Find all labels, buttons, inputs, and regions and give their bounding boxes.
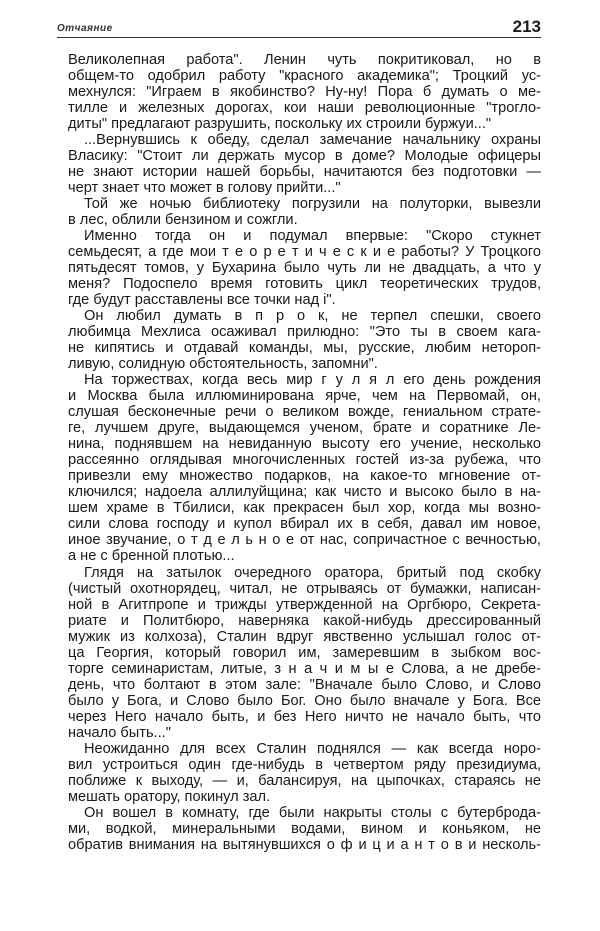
paragraph (68, 308, 541, 372)
header-rule (57, 37, 541, 38)
paragraph (68, 228, 541, 308)
text-line: ми, водкой, минеральными водами, вином и коньяком, не (68, 820, 541, 837)
text-line: нина, поднявшем на невиданную высоту его учение, несколько (68, 436, 541, 453)
text-line: мужик из колхоза), Сталин вдруг явственно услышал голос от- (68, 628, 541, 645)
text-line: было у Бога, и Слово было Бог. Оно было вначале у Бога. Все (68, 692, 541, 709)
text-line: Он любил думать в п р о к, не терпел спешки, своего (84, 308, 541, 325)
text-line: привезли ему множество подарков, на какое-то мгновение от- (68, 468, 541, 485)
text-line: не знают истории нашей борьбы, начитаются без подготовки — (68, 164, 541, 181)
text-line: Именно тогда он и подумал впервые: "Скоро стукнет (84, 228, 541, 245)
paragraph (68, 52, 541, 132)
text-line: слушая бесконечные речи о великом вожде, гениальном страте- (68, 404, 541, 421)
text-line: сили слова господу и купол вбирал их в себя, давал им новое, (68, 516, 541, 533)
paragraph (68, 132, 541, 196)
text-line: поближе к выходу, — и, балансируя, на цыпочках, стараясь не (68, 772, 541, 789)
text-line: рассеянно оглядывая многочисленных гостей из-за рубежа, что (68, 452, 541, 469)
text-line: начало быть..." (68, 724, 171, 741)
text-line: общем-то одобрил работу "красного академика"; Троцкий ус- (68, 68, 541, 85)
text-line: обратив внимания на вытянувшихся о ф и ц и а н т о в и несколь- (68, 836, 541, 853)
text-line: тилле и железных дорогах, кои наши революционные "трогло- (68, 100, 541, 117)
paragraph (68, 372, 541, 564)
text-line: Он вошел в комнату, где были накрыты столы с бутерброда- (84, 804, 541, 821)
text-line: Глядя на затылок очередного оратора, бритый под скобку (84, 564, 541, 581)
page-body-text (68, 52, 541, 853)
paragraph (68, 805, 541, 853)
text-line: ключился; надоела аллилуйщина; как чисто и высоко было в на- (68, 484, 541, 501)
text-line: Той же ночью библиотеку погрузили на полуторки, вывезли (84, 196, 541, 213)
text-line: в лес, облили бензином и сожгли. (68, 212, 298, 229)
text-line: мехнулся: "Играем в якобинство? Ну-ну! Пора б думать о ме- (68, 84, 541, 101)
text-line: мешать оратору, покинул зал. (68, 788, 271, 805)
text-line: Неожиданно для всех Сталин поднялся — как всегда норо- (84, 740, 541, 757)
text-line: семьдесят, а где мои т е о р е т и ч е с к и е работы? У Троцкого (68, 244, 541, 261)
text-line: черт знает что может в голову прийти..." (68, 180, 341, 197)
text-line: Великолепная работа". Ленин чуть покритиковал, но в (68, 52, 541, 68)
running-title: Отчаяние (57, 23, 113, 34)
text-line: пятьдесят томов, у Бухарина было чуть ли не двадцать, а что у (68, 260, 541, 277)
page-header (57, 17, 541, 37)
paragraph (68, 196, 541, 228)
text-line: ге, лучшем друге, выдающемся ученом, брате и соратнике Ле- (68, 420, 541, 437)
text-line: иное звучание, о т д е л ь н о е от нас, сопричастное с вечностью, (68, 532, 541, 549)
text-line: через Него начало быть, и без Него ничто не начало быть, что (68, 708, 541, 725)
paragraph (68, 565, 541, 741)
text-line: ной в Агитпропе и трижды утвержденной на Оргбюро, Секрета- (68, 596, 541, 613)
text-line: Власику: "Стоит ли держать мусор в доме? Молодые офицеры (68, 148, 541, 165)
text-line: меня? Подоспело время готовить цикл теоретических трудов, (68, 276, 541, 293)
text-line: день, что болтают в этом зале: "Вначале было Слово, и Слово (68, 676, 541, 693)
text-line: торге семинаристам, литые, з н а ч и м ы е Слова, а не дребе- (68, 660, 541, 677)
text-line: вил устроиться один где-нибудь в четвертом ряду президиума, (68, 756, 541, 773)
text-line: не кипятись и отдавай команды, мы, русские, любим нетороп- (68, 340, 541, 357)
text-line: шем храме в Тбилиси, как прекрасен был хор, когда мы возно- (68, 500, 541, 517)
text-line: ливую, солидную обстоятельность, запомни". (68, 356, 378, 373)
text-line: диты" предлагают разрушить, поскольку их строили буржуи..." (68, 116, 492, 133)
text-line: а не с бренной плотью... (68, 548, 235, 565)
text-line: (чистый охотнорядец, читал, не отрываясь от бумажки, написан- (68, 580, 541, 597)
text-line: где будут расставлены все точки над i". (68, 292, 336, 309)
text-line: риате и Политбюро, наверняка какой-нибудь дрессированный (68, 612, 541, 629)
text-line: ...Вернувшись к обеду, сделал замечание начальнику охраны (84, 132, 541, 149)
text-line: На торжествах, когда весь мир г у л я л его день рождения (84, 372, 541, 389)
text-line: и Москва была иллюминирована ярче, чем на Первомай, он, (68, 388, 541, 405)
text-line: любимца Мехлиса осаживал прилюдно: "Это ты в своем кага- (68, 324, 541, 341)
paragraph (68, 741, 541, 805)
text-line: ца Георгия, который говорил им, замеревшим в зыбком вос- (68, 644, 541, 661)
page-number: 213 (512, 17, 541, 36)
